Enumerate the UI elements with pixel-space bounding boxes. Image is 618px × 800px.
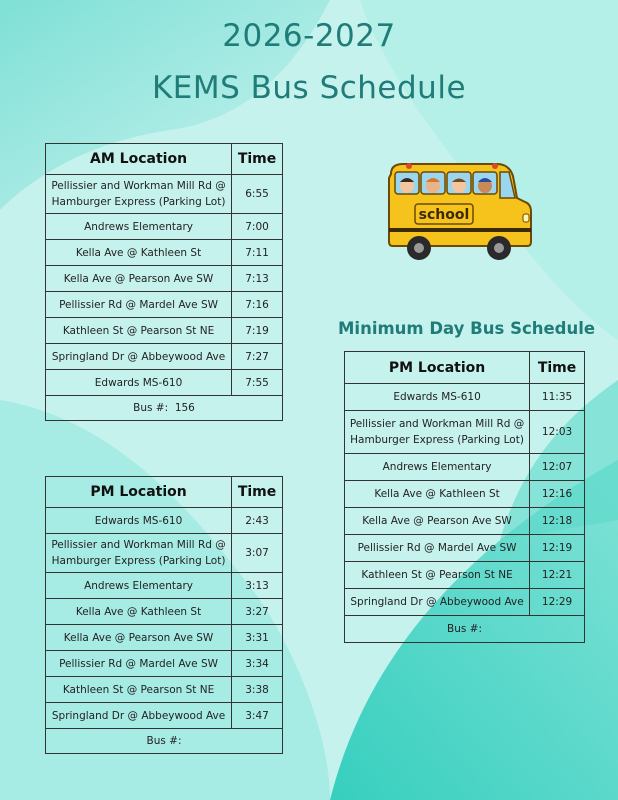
stop-location: Kella Ave @ Kathleen St [345, 481, 530, 508]
table-row [46, 266, 283, 292]
stop-location: Springland Dr @ Abbeywood Ave [345, 589, 530, 616]
bus-number-row [345, 616, 585, 643]
stop-location: Kathleen St @ Pearson St NE [46, 677, 232, 703]
pm-schedule-table [45, 476, 283, 754]
stop-time: 12:18 [530, 508, 585, 535]
bus-sign-text: school [418, 207, 470, 223]
table-row [345, 384, 585, 411]
stop-location: Edwards MS-610 [345, 384, 530, 411]
table-row [345, 562, 585, 589]
table-row [345, 508, 585, 535]
minimum-day-schedule-table [344, 351, 585, 643]
stop-time: 3:27 [232, 599, 283, 625]
stop-location: Pellissier and Workman Mill Rd @ Hamburger Express (Parking Lot) [46, 534, 232, 573]
stop-location: Kella Ave @ Pearson Ave SW [345, 508, 530, 535]
stop-time: 12:07 [530, 454, 585, 481]
table-row [46, 677, 283, 703]
stop-location: Springland Dr @ Abbeywood Ave [46, 703, 232, 729]
table-row [345, 589, 585, 616]
bus-number: Bus #: [46, 729, 283, 754]
table-row [46, 292, 283, 318]
am-location-header: AM Location [46, 144, 232, 175]
stop-time: 7:16 [232, 292, 283, 318]
table-row [46, 240, 283, 266]
table-row [345, 481, 585, 508]
schedule-year: 2026-2027 [222, 18, 396, 54]
table-row [46, 573, 283, 599]
table-row [345, 535, 585, 562]
am-schedule-table [45, 143, 283, 421]
min-location-header: PM Location [345, 352, 530, 384]
pm-time-header: Time [232, 477, 283, 508]
stop-time: 7:13 [232, 266, 283, 292]
stop-location: Springland Dr @ Abbeywood Ave [46, 344, 232, 370]
stop-time: 12:16 [530, 481, 585, 508]
table-row [345, 411, 585, 454]
table-row [46, 534, 283, 573]
am-time-header: Time [232, 144, 283, 175]
minimum-day-heading: Minimum Day Bus Schedule [338, 319, 596, 338]
stop-location: Pellissier and Workman Mill Rd @ Hamburger Express (Parking Lot) [46, 175, 232, 214]
bus-number-row [46, 396, 283, 421]
table-row [46, 318, 283, 344]
table-row [46, 625, 283, 651]
stop-time: 12:29 [530, 589, 585, 616]
stop-time: 7:55 [232, 370, 283, 396]
stop-location: Edwards MS-610 [46, 370, 232, 396]
stop-location: Edwards MS-610 [46, 508, 232, 534]
stop-time: 3:07 [232, 534, 283, 573]
stop-time: 3:34 [232, 651, 283, 677]
bus-number-row [46, 729, 283, 754]
stop-time: 12:19 [530, 535, 585, 562]
stop-location: Kella Ave @ Kathleen St [46, 240, 232, 266]
stop-location: Kathleen St @ Pearson St NE [345, 562, 530, 589]
stop-location: Andrews Elementary [345, 454, 530, 481]
stop-location: Kella Ave @ Kathleen St [46, 599, 232, 625]
stop-location: Andrews Elementary [46, 573, 232, 599]
stop-location: Pellissier Rd @ Mardel Ave SW [345, 535, 530, 562]
stop-location: Pellissier Rd @ Mardel Ave SW [46, 292, 232, 318]
stop-location: Pellissier Rd @ Mardel Ave SW [46, 651, 232, 677]
stop-time: 12:21 [530, 562, 585, 589]
bus-number: Bus #: 156 [46, 396, 283, 421]
stop-time: 3:31 [232, 625, 283, 651]
stop-location: Kathleen St @ Pearson St NE [46, 318, 232, 344]
table-row [46, 599, 283, 625]
stop-time: 3:38 [232, 677, 283, 703]
stop-time: 7:11 [232, 240, 283, 266]
table-row [46, 508, 283, 534]
stop-location: Kella Ave @ Pearson Ave SW [46, 625, 232, 651]
stop-time: 7:00 [232, 214, 283, 240]
table-row [46, 214, 283, 240]
stop-location: Kella Ave @ Pearson Ave SW [46, 266, 232, 292]
bus-number: Bus #: [345, 616, 585, 643]
table-row [46, 344, 283, 370]
table-row [46, 175, 283, 214]
table-row [46, 703, 283, 729]
stop-time: 3:47 [232, 703, 283, 729]
stop-location: Pellissier and Workman Mill Rd @ Hamburger Express (Parking Lot) [345, 411, 530, 454]
stop-location: Andrews Elementary [46, 214, 232, 240]
school-bus-icon [385, 158, 533, 262]
table-row [46, 651, 283, 677]
pm-location-header: PM Location [46, 477, 232, 508]
stop-time: 7:19 [232, 318, 283, 344]
stop-time: 6:55 [232, 175, 283, 214]
stop-time: 12:03 [530, 411, 585, 454]
stop-time: 7:27 [232, 344, 283, 370]
stop-time: 11:35 [530, 384, 585, 411]
table-row [46, 370, 283, 396]
stop-time: 2:43 [232, 508, 283, 534]
min-time-header: Time [530, 352, 585, 384]
page-title: KEMS Bus Schedule [151, 70, 467, 106]
table-row [345, 454, 585, 481]
stop-time: 3:13 [232, 573, 283, 599]
